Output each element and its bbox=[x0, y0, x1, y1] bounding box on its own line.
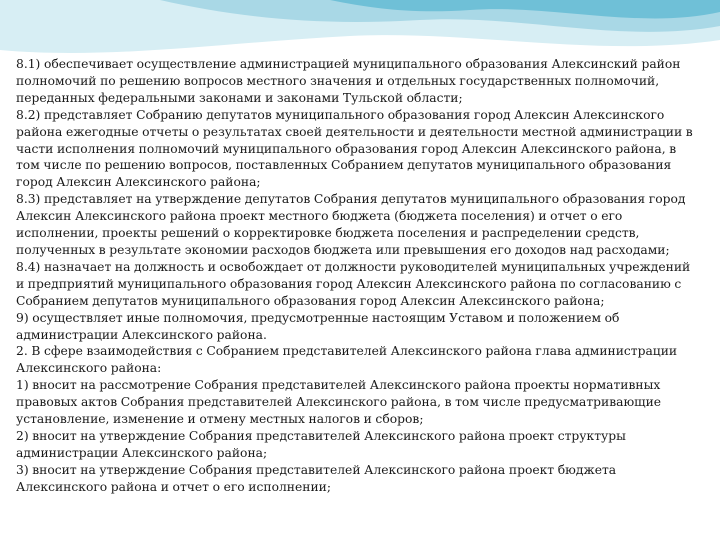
paragraph: 2. В сфере взаимодействия с Собранием представителей Алексинского района глава администрации Алексинского района: bbox=[16, 344, 678, 376]
paragraph: 1) вносит на рассмотрение Собрания представителей Алексинского района проекты нормативных правовых актов Собрания представителей Алексинского района, в том числе предусматривающие установление, изменение и отмену местных налогов и сборов; bbox=[16, 378, 662, 427]
slide-body-text bbox=[16, 56, 696, 496]
paragraph: 8.2) представляет Собранию депутатов муниципального образования город Алексин Алексинского района ежегодные отчеты о результатах своей деятельности и деятельности местной администрации в части исполнения полномочий муниципального образования город Алексин Алексинского района, в том числе по решению вопросов, поставленных Собранием депутатов муниципального образования город Алексин Алексинского района; bbox=[16, 107, 693, 190]
paragraph: 9) осуществляет иные полномочия, предусмотренные настоящим Уставом и положением об администрации Алексинского района. bbox=[16, 310, 620, 342]
paragraph: 8.3) представляет на утверждение депутатов Собрания депутатов муниципального образования город Алексин Алексинского района проект местного бюджета (бюджета поселения) и отчет о его исполнении, проекты решений о корректировке бюджета поселения и распределении средств, полученных в результате экономии расходов бюджета или превышения его доходов над расходами; bbox=[16, 192, 686, 257]
paragraph: 3) вносит на утверждение Собрания представителей Алексинского района проект бюджета Алексинского района и отчет о его исполнении; bbox=[16, 462, 617, 494]
paragraph: 8.1) обеспечивает осуществление администрацией муниципального образования Алексинский район полномочий по решению вопросов местного значения и отдельных государственных полномочий, переданных федеральными законами и законами Тульской области; bbox=[16, 57, 681, 105]
paragraph: 8.4) назначает на должность и освобождает от должности руководителей муниципальных учреждений и предприятий муниципального образования город Алексин Алексинского района по согласованию с Собранием депутатов муниципального образования город Алексин Алексинского района; bbox=[16, 259, 691, 308]
paragraph: 2) вносит на утверждение Собрания представителей Алексинского района проект структуры администрации Алексинского района; bbox=[16, 428, 626, 460]
